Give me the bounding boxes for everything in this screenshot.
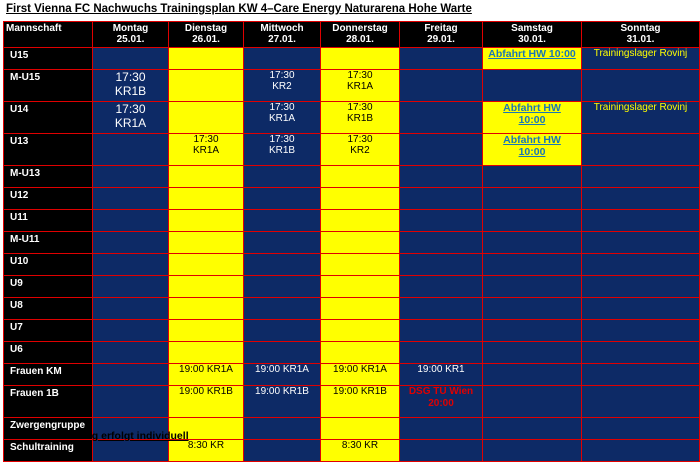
departure-link[interactable]: Abfahrt HW 10:00 (488, 48, 576, 60)
schedule-cell (483, 320, 582, 342)
schedule-cell (400, 166, 483, 188)
schedule-cell (582, 70, 700, 102)
schedule-cell (93, 232, 169, 254)
schedule-cell (321, 166, 400, 188)
schedule-cell (582, 342, 700, 364)
schedule-cell (244, 48, 321, 70)
schedule-cell (244, 210, 321, 232)
team-label: M-U11 (4, 232, 93, 254)
schedule-cell (582, 134, 700, 166)
schedule-cell (244, 166, 321, 188)
table-row (4, 166, 700, 188)
schedule-cell (582, 166, 700, 188)
column-header-tuesday: Dienstag 26.01. (169, 22, 244, 48)
schedule-cell (400, 418, 483, 440)
team-label: Zwergengruppe (4, 418, 93, 440)
schedule-cell (93, 48, 169, 70)
schedule-cell (400, 440, 483, 462)
schedule-cell (169, 70, 244, 102)
schedule-cell[interactable]: Abfahrt HW 10:00 (483, 102, 582, 134)
schedule-cell (400, 48, 483, 70)
schedule-cell (582, 254, 700, 276)
column-header-thursday: Donnerstag 28.01. (321, 22, 400, 48)
schedule-cell (483, 298, 582, 320)
schedule-cell (400, 210, 483, 232)
schedule-cell: 19:00 KR1A (321, 364, 400, 386)
team-label: U6 (4, 342, 93, 364)
schedule-cell (93, 386, 169, 418)
schedule-cell (93, 320, 169, 342)
schedule-cell (93, 254, 169, 276)
schedule-cell: 17:30 KR1A (93, 102, 169, 134)
match-label: DSG TU Wien (408, 386, 474, 397)
table-row (4, 440, 700, 462)
schedule-cell (400, 102, 483, 134)
table-row (4, 320, 700, 342)
schedule-cell: 17:30 KR1A (169, 134, 244, 166)
training-camp-label: Trainingslager Rovinj (593, 102, 688, 113)
schedule-cell (582, 418, 700, 440)
column-header-team: Mannschaft (4, 22, 93, 48)
schedule-cell (483, 210, 582, 232)
schedule-cell (244, 298, 321, 320)
schedule-cell (400, 134, 483, 166)
footer-note: Das Hallentraining erfolgt individuell (6, 430, 189, 442)
schedule-cell (483, 166, 582, 188)
schedule-cell: 19:00 KR1B (169, 386, 244, 418)
schedule-cell: 17:30 KR1B (244, 134, 321, 166)
schedule-cell: 19:00 KR1A (169, 364, 244, 386)
schedule-cell (244, 440, 321, 462)
schedule-cell (400, 298, 483, 320)
table-row (4, 70, 700, 102)
schedule-cell (93, 342, 169, 364)
schedule-cell (169, 276, 244, 298)
schedule-cell (321, 276, 400, 298)
schedule-cell (321, 48, 400, 70)
team-label: U14 (4, 102, 93, 134)
schedule-cell (169, 48, 244, 70)
schedule-cell: 19:00 KR1 (400, 364, 483, 386)
schedule-cell (244, 320, 321, 342)
schedule-cell (582, 386, 700, 418)
schedule-cell (93, 134, 169, 166)
schedule-cell (483, 364, 582, 386)
schedule-cell: 17:30 KR1B (93, 70, 169, 102)
page-title: First Vienna FC Nachwuchs Trainingsplan KW 4–Care Energy Naturarena Hohe Warte (6, 3, 472, 15)
team-label: U11 (4, 210, 93, 232)
schedule-cell (244, 342, 321, 364)
table-row (4, 364, 700, 386)
table-row (4, 48, 700, 70)
team-label: U8 (4, 298, 93, 320)
header-row (4, 22, 700, 48)
schedule-cell (169, 102, 244, 134)
team-label: Frauen 1B (4, 386, 93, 418)
schedule-cell: 17:30 KR1A (321, 70, 400, 102)
schedule-cell (244, 254, 321, 276)
column-header-wednesday: Mittwoch 27.01. (244, 22, 321, 48)
schedule-cell: 17:30 KR1B (321, 102, 400, 134)
schedule-cell: DSG TU Wien 20:00 (400, 386, 483, 418)
schedule-cell (321, 320, 400, 342)
departure-link: Abfahrt HW (503, 102, 561, 114)
schedule-cell (483, 418, 582, 440)
schedule-cell (169, 320, 244, 342)
team-label: M-U13 (4, 166, 93, 188)
schedule-cell (321, 210, 400, 232)
table-row (4, 298, 700, 320)
schedule-cell (169, 232, 244, 254)
schedule-cell (400, 188, 483, 210)
schedule-cell (483, 188, 582, 210)
schedule-cell (582, 440, 700, 462)
schedule-cell (400, 342, 483, 364)
column-header-sunday: Sonntag 31.01. (582, 22, 700, 48)
table-row (4, 102, 700, 134)
schedule-cell (321, 342, 400, 364)
schedule-cell (582, 188, 700, 210)
schedule-cell (244, 418, 321, 440)
schedule-cell (321, 418, 400, 440)
schedule-cell: 19:00 KR1B (244, 386, 321, 418)
schedule-cell: 17:30 KR1A (244, 102, 321, 134)
team-label: U13 (4, 134, 93, 166)
schedule-cell (582, 232, 700, 254)
team-label: U9 (4, 276, 93, 298)
table-row (4, 134, 700, 166)
schedule-cell (483, 70, 582, 102)
schedule-cell (93, 364, 169, 386)
team-label: U15 (4, 48, 93, 70)
column-header-monday: Montag 25.01. (93, 22, 169, 48)
table-row (4, 232, 700, 254)
schedule-cell (169, 188, 244, 210)
team-label: U7 (4, 320, 93, 342)
schedule-cell: 17:30 KR2 (321, 134, 400, 166)
schedule-cell (400, 276, 483, 298)
table-row (4, 276, 700, 298)
schedule-cell (400, 232, 483, 254)
schedule-cell (169, 342, 244, 364)
schedule-cell: 8:30 KR (169, 440, 244, 462)
schedule-cell (582, 48, 700, 70)
training-camp-label: Trainingslager Rovinj (593, 48, 688, 59)
table-row (4, 188, 700, 210)
schedule-cell (582, 320, 700, 342)
schedule-cell (582, 298, 700, 320)
schedule-cell: 19:00 KR1A (244, 364, 321, 386)
training-schedule-table (3, 21, 700, 462)
schedule-cell (93, 440, 169, 462)
schedule-cell (244, 188, 321, 210)
schedule-cell (321, 254, 400, 276)
schedule-cell (483, 342, 582, 364)
schedule-cell[interactable]: Abfahrt HW 10:00 (483, 134, 582, 166)
schedule-cell (483, 254, 582, 276)
schedule-cell (169, 210, 244, 232)
team-label: U12 (4, 188, 93, 210)
schedule-cell (169, 254, 244, 276)
team-label: M-U15 (4, 70, 93, 102)
table-row (4, 210, 700, 232)
column-header-friday: Freitag 29.01. (400, 22, 483, 48)
schedule-cell (169, 298, 244, 320)
schedule-cell (93, 166, 169, 188)
schedule-cell: 17:30 KR2 (244, 70, 321, 102)
schedule-cell (321, 232, 400, 254)
schedule-cell (582, 364, 700, 386)
schedule-cell (582, 210, 700, 232)
schedule-cell: 19:00 KR1B (321, 386, 400, 418)
schedule-cell (321, 188, 400, 210)
schedule-cell (321, 298, 400, 320)
schedule-cell (483, 386, 582, 418)
schedule-cell (483, 48, 582, 70)
schedule-cell (483, 440, 582, 462)
schedule-cell (93, 188, 169, 210)
schedule-cell (400, 320, 483, 342)
schedule-cell (582, 102, 700, 134)
schedule-cell (93, 276, 169, 298)
departure-link: Abfahrt HW (503, 134, 561, 146)
schedule-cell (244, 276, 321, 298)
team-label: U10 (4, 254, 93, 276)
schedule-cell (582, 276, 700, 298)
column-header-saturday: Samstag 30.01. (483, 22, 582, 48)
table-row (4, 254, 700, 276)
schedule-cell (169, 166, 244, 188)
team-label: Frauen KM (4, 364, 93, 386)
schedule-cell (483, 232, 582, 254)
schedule-cell (93, 210, 169, 232)
table-row (4, 342, 700, 364)
schedule-cell (483, 276, 582, 298)
table-row (4, 386, 700, 418)
schedule-cell (244, 232, 321, 254)
schedule-cell: 8:30 KR (321, 440, 400, 462)
schedule-cell (93, 298, 169, 320)
schedule-cell (400, 70, 483, 102)
team-label: Schultraining (4, 440, 93, 462)
schedule-cell (400, 254, 483, 276)
